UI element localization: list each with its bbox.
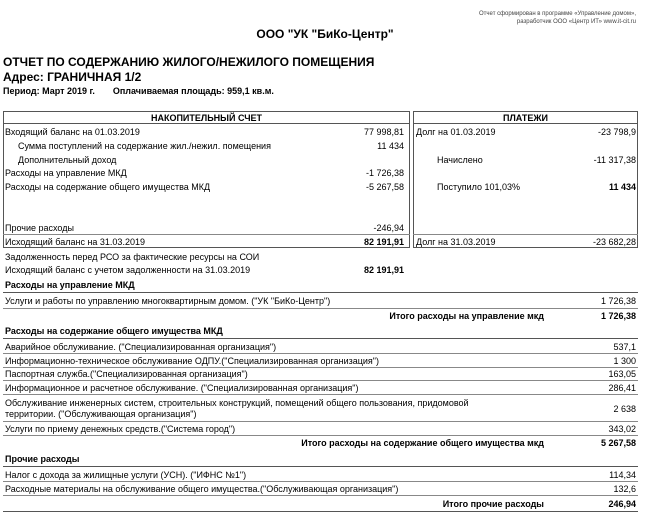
paid-value: 11 434 <box>608 182 636 192</box>
other-row-value: 132,6 <box>613 484 636 494</box>
closing-with-debt-value: 82 191,91 <box>363 265 404 275</box>
report-area: Оплачиваемая площадь: 959,1 кв.м. <box>112 86 274 96</box>
other-expense-label: Прочие расходы <box>5 223 74 233</box>
common-row-value: 343,02 <box>608 424 636 434</box>
report-generator-note <box>479 10 636 26</box>
common-total-value: 5 267,58 <box>600 438 636 448</box>
closing-balance-label: Исходящий баланс на 31.03.2019 <box>5 237 145 247</box>
common-row-label: Паспортная служба.("Специализированная организация") <box>5 369 248 379</box>
mgmt-expense-label: Расходы на управление МКД <box>5 168 127 178</box>
mgmt-expense-value: -1 726,38 <box>365 168 404 178</box>
common-row-value: 1 300 <box>613 356 636 366</box>
other-expense-value: -246,94 <box>373 223 404 233</box>
debt-close-value: -23 682,28 <box>592 237 636 247</box>
note-line-2: разработчик ООО «Центр ИТ» www.it-cit.ru <box>516 19 636 25</box>
common-expense-label: Расходы на содержание общего имущества МКД <box>5 182 211 192</box>
common-row-value: 537,1 <box>613 342 636 352</box>
common-row-value: 286,41 <box>608 383 636 393</box>
mgmt-row-label: Услуги и работы по управлению многоквартирным домом. ("УК "БиКо-Центр") <box>5 296 331 306</box>
receipts-value: 11 434 <box>377 141 404 151</box>
common-row-value: 163,05 <box>608 369 636 379</box>
mgmt-section-title: Расходы на управление МКД <box>5 280 135 290</box>
extra-income-label: Дополнительный доход <box>18 155 117 165</box>
debt-open-value: -23 798,9 <box>597 127 636 137</box>
opening-balance-label: Входящий баланс на 01.03.2019 <box>5 127 140 137</box>
closing-balance-value: 82 191,91 <box>363 237 404 247</box>
company-name: ООО "УК "БиКо-Центр" <box>256 27 394 41</box>
charged-label: Начислено <box>437 155 483 165</box>
common-total-label: Итого расходы на содержание общего имущества мкд <box>301 438 544 448</box>
receipts-label: Сумма поступлений на содержание жил./нежил. помещения <box>18 141 271 151</box>
common-section-title: Расходы на содержание общего имущества МКД <box>5 326 223 336</box>
debt-close-label: Долг на 31.03.2019 <box>416 237 496 247</box>
report-period-line <box>3 86 274 96</box>
other-row-label: Расходные материалы на обслуживание общего имущества.("Обслуживающая организация") <box>5 484 399 494</box>
payments-header: ПЛАТЕЖИ <box>503 113 548 123</box>
common-row-label: Аварийное обслуживание. ("Специализированная организация") <box>5 342 277 352</box>
debt-open-label: Долг на 01.03.2019 <box>416 127 496 137</box>
closing-with-debt-label: Исходящий баланс с учетом задолженности на 31.03.2019 <box>5 265 251 275</box>
mgmt-total-value: 1 726,38 <box>600 311 636 321</box>
other-row-value: 114,34 <box>609 470 636 480</box>
opening-balance-value: 77 998,81 <box>363 127 404 137</box>
other-total-value: 246,94 <box>608 499 636 509</box>
common-row-value: 2 638 <box>613 404 636 414</box>
common-row-label: Услуги по приему денежных средств.("Система город") <box>5 424 236 434</box>
common-row-label: Информационно-техническое обслуживание ОДПУ.("Специализированная организация") <box>5 356 379 366</box>
other-total-label: Итого прочие расходы <box>442 499 544 509</box>
paid-label: Поступило 101,03% <box>437 182 520 192</box>
charged-value: -11 317,38 <box>593 155 636 165</box>
other-row-label: Налог с дохода за жилищные услуги (УСН). ("ИФНС №1") <box>5 470 247 480</box>
mgmt-total-label: Итого расходы на управление мкд <box>389 311 544 321</box>
common-row-label: Информационное и расчетное обслуживание. ("Специализированная организация") <box>5 383 359 393</box>
report-period: Период: Март 2019 г. <box>3 86 95 96</box>
common-row-label: Обслуживание инженерных систем, строительных конструкций, помещений общего пользования, придомовой <box>5 398 469 408</box>
debt-soi-label: Задолженность перед РСО за фактические ресурсы на СОИ <box>5 252 260 262</box>
other-section-title: Прочие расходы <box>5 454 80 464</box>
note-line-1: Отчет сформирован в программе «Управление домом», <box>479 11 636 17</box>
common-row-label-cont: территории. ("Обслуживающая организация") <box>5 409 197 419</box>
mgmt-row-value: 1 726,38 <box>600 296 636 306</box>
common-expense-value: -5 267,58 <box>365 182 404 192</box>
report-title: ОТЧЕТ ПО СОДЕРЖАНИЮ ЖИЛОГО/НЕЖИЛОГО ПОМЕЩЕНИЯ <box>3 55 375 69</box>
accumulative-account-header: НАКОПИТЕЛЬНЫЙ СЧЕТ <box>150 113 263 123</box>
report-address: Адрес: ГРАНИЧНАЯ 1/2 <box>3 70 142 84</box>
